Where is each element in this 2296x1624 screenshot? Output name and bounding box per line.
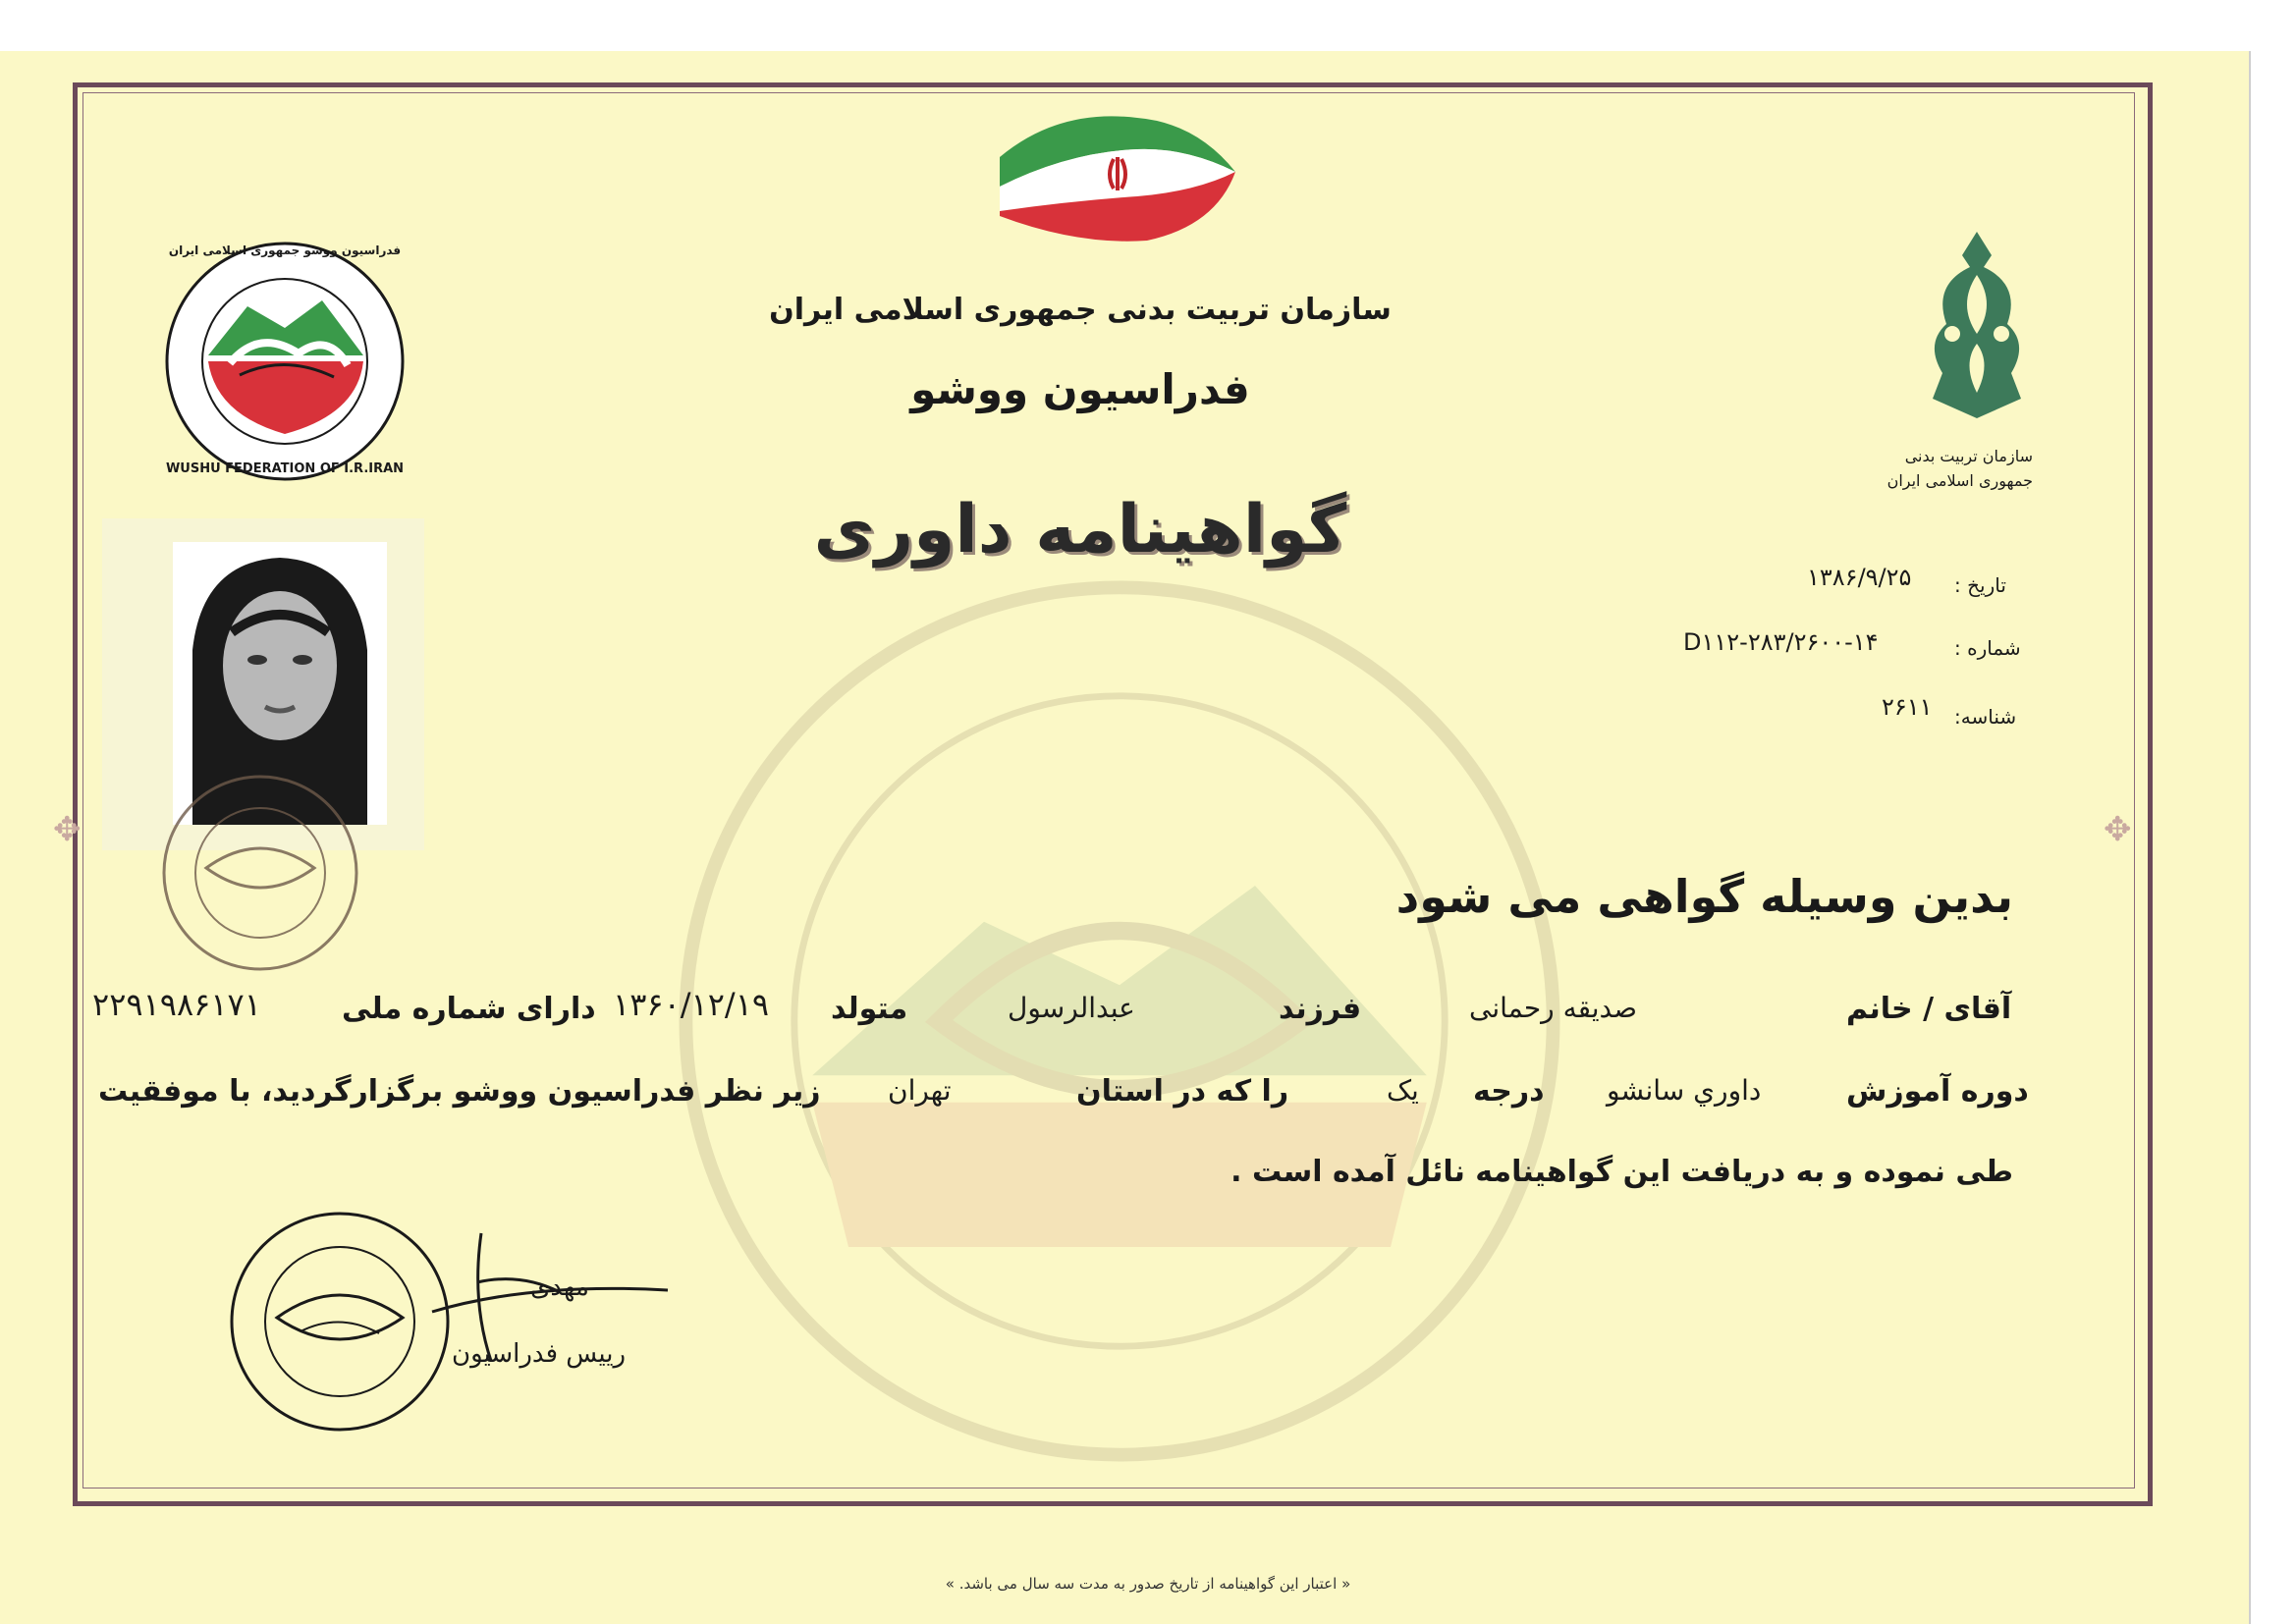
national-id: ۲۲۹۱۹۸۶۱۷۱ — [92, 986, 261, 1023]
national-id-label: دارای شماره ملی — [342, 992, 596, 1026]
date-label: تاریخ : — [1954, 573, 2006, 597]
left-logo-persian-text: فدراسیون ووشو جمهوری اسلامی ایران — [168, 244, 402, 257]
mr-mrs-label: آقای / خانم — [1846, 992, 2012, 1026]
flag-banner-icon — [990, 98, 1245, 245]
father-name: عبدالرسول — [1008, 992, 1135, 1024]
photo-stamp-icon — [157, 770, 363, 976]
left-ornament-icon: ✥ — [53, 810, 82, 849]
course-name: داوري سانشو — [1607, 1074, 1762, 1107]
born-label: متولد — [831, 992, 908, 1026]
degree-value: یک — [1387, 1074, 1419, 1107]
province-name: تهران — [888, 1074, 952, 1107]
federation-name: فدراسیون ووشو — [910, 365, 1250, 413]
in-province-label: را که در استان — [1076, 1074, 1289, 1109]
holder-name: صدیقه رحمانی — [1469, 992, 1638, 1024]
number-value: D۱۱۲-۲۸۳/۲۶۰۰-۱۴ — [1683, 628, 1879, 656]
id-label: شناسه: — [1954, 705, 2017, 729]
organization-name: سازمان تربیت بدنی جمهوری اسلامی ایران — [769, 293, 1392, 327]
certificate-title: گواهینامه داوری — [813, 491, 1347, 568]
id-value: ۲۶۱۱ — [1882, 693, 1933, 721]
signatory-title: رییس فدراسیون — [452, 1339, 627, 1369]
degree-label: درجه — [1473, 1074, 1545, 1109]
supervision-text: زیر نظر فدراسیون ووشو برگزارگردید، با موفقیت — [98, 1074, 821, 1109]
right-logo-caption-1: سازمان تربیت بدنی — [1904, 447, 2033, 465]
completion-text: طی نموده و به دریافت این گواهینامه نائل آمده است . — [1230, 1155, 2013, 1189]
child-of-label: فرزند — [1279, 992, 1362, 1026]
right-logo-caption-2: جمهوری اسلامی ایران — [1886, 471, 2033, 490]
physical-education-org-logo — [1913, 226, 2041, 422]
left-logo-english-text: WUSHU FEDERATION OF I.R.IRAN — [165, 461, 405, 476]
certificate-intro: بدین وسیله گواهی می شود — [1395, 870, 2013, 923]
wushu-federation-logo — [161, 238, 409, 485]
validity-note: « اعتبار این گواهینامه از تاریخ صدور به مدت سه سال می باشد. » — [945, 1575, 1351, 1593]
right-ornament-icon: ✥ — [2104, 810, 2132, 849]
birth-date: ۱۳۶۰/۱۲/۱۹ — [613, 986, 770, 1023]
signatory-name: مهدی — [530, 1272, 589, 1302]
number-label: شماره : — [1954, 636, 2021, 660]
course-label: دوره آموزش — [1846, 1074, 2029, 1109]
date-value: ۱۳۸۶/۹/۲۵ — [1807, 564, 1912, 591]
